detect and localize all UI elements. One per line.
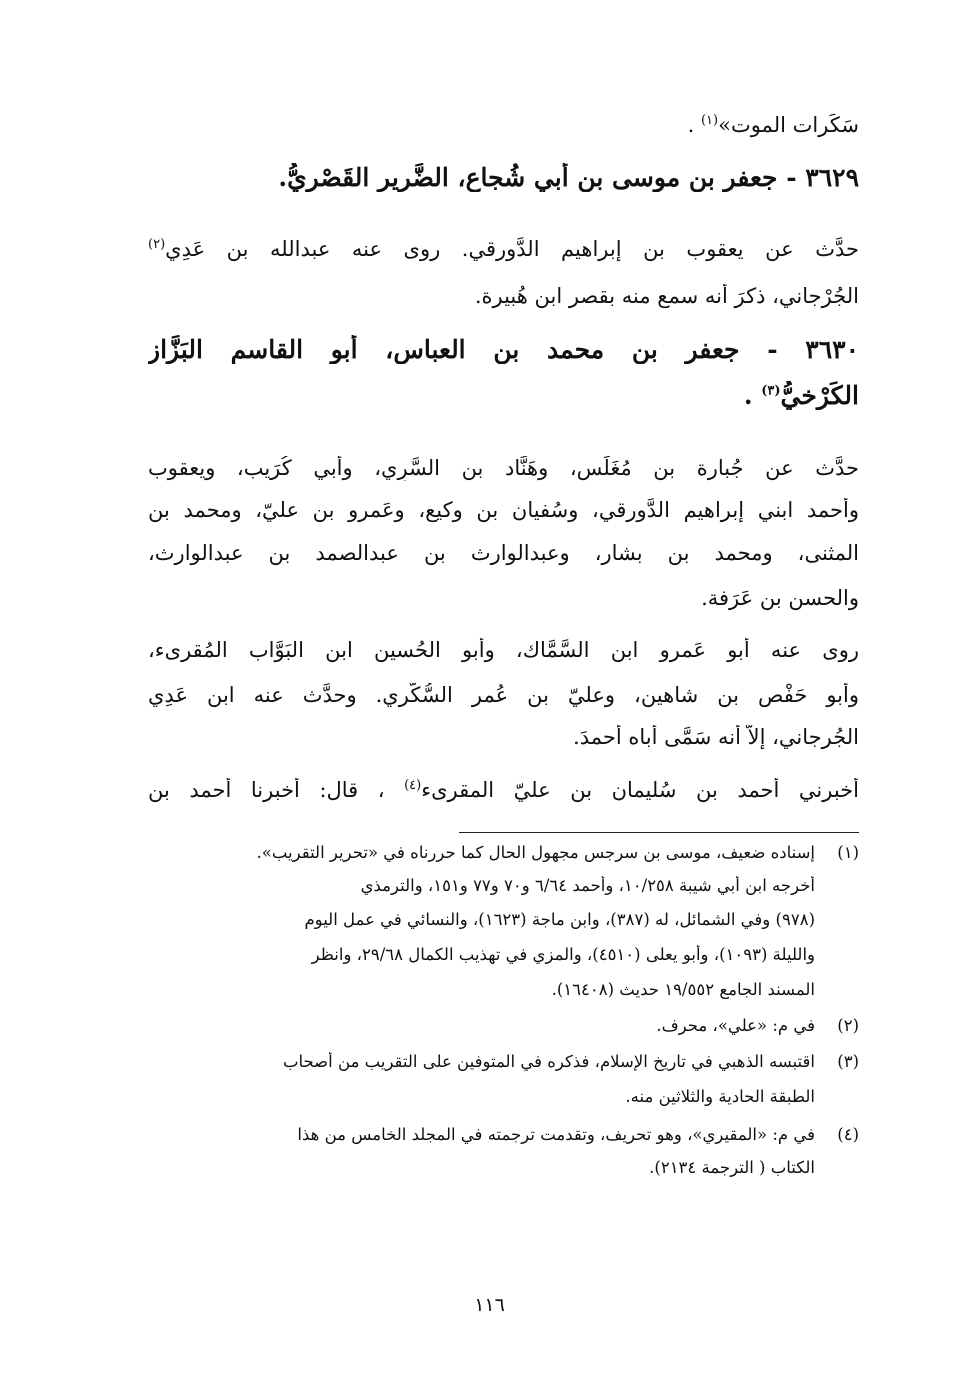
footnote-ref: (٤) [404,778,422,793]
footnote-number: (١) [837,843,859,862]
text-segment: سَكَرات الموت» [718,113,859,137]
footnote-text: في م: «علي»، محرف. [656,1016,815,1035]
text-line: وأبو حَفْص بن شاهين، وعليّ بن عُمر السُّكَّري. وحدَّث عنه ابن عَدِي [148,683,859,707]
text-segment: الكَرْخيُّ [780,381,859,410]
footnote-separator [459,832,859,833]
footnote-text: في م: «المقيري»، وهو تحريف، وتقدمت ترجمته في المجلد الخامس من هذا [297,1125,815,1144]
text-line [148,237,859,262]
footnote-text: اقتبسه الذهبي في تاريخ الإسلام، فذكره في المتوفين على التقريب من أصحاب [282,1052,815,1071]
footnote-number: (٣) [837,1052,859,1071]
text-line: وأحمد ابني إبراهيم الدَّورقي، وسُفيان بن وكيع، وعَمرو بن عليّ، ومحمد بن [148,498,859,522]
footnote-ref: (١) [700,113,719,128]
footnote-text: إسناده ضعيف، موسى بن سرجس مجهول الحال كما حررناه في «تحرير التقريب». [256,843,815,862]
footnote-2 [148,1016,859,1036]
text-line [148,113,859,138]
text-line: والحسن بن عَرَفة. [701,586,859,610]
text-segment: . [687,113,701,137]
text-line: الجُرْجاني، ذكرَ أنه سمع منه بقصر ابن هُبيرة. [474,284,859,308]
text-segment: أخبرني أحمد بن سُليمان بن عليّ المقرىء [421,778,859,802]
text-line: حدَّث عن جُبارة بن مُغَلِّس، وهَنَّاد بن السَّرِي، وأبي كُرَيب، ويعقوب [148,456,859,480]
entry-heading-3630-cont [148,381,859,410]
footnote-text: أخرجه ابن أبي شيبة ١٠/٢٥٨، وأحمد ٦/٦٤ و٧٠ و٧٧ و١٥١، والترمذي [360,876,815,895]
footnote-text: (٩٧٨) وفي الشمائل، له (٣٨٧)، وابن ماجة (١٦٢٣)، والنسائي في عمل اليوم [304,910,815,929]
text-line: روى عنه أبو عَمرو ابن السَّمَّاك، وأبو الحُسين ابن البَوَّاب المُقرىء، [148,638,859,662]
text-line [148,778,859,803]
text-line: المثنى، ومحمد بن بشار، وعبدالوارث بن عبدالصمد بن عبدالوارث، [148,541,859,565]
footnote-text: المسند الجامع ١٩/٥٥٢ حديث (١٦٤٠٨). [551,980,815,999]
text-line: الجُرجاني، إلاّ أنه سَمَّى أباه أحمدَ. [573,725,859,749]
footnote-ref: (٣) [761,383,781,399]
footnote-text: والليلة (١٠٩٣)، وأبو يعلى (٤٥١٠)، والمزي في تهذيب الكمال ٢٩/٦٨، وانظر [311,945,815,964]
text-segment: . [743,381,762,410]
entry-heading-3629: ٣٦٢٩ - جعفر بن موسى بن أبي شُجاع، الضَّرير القَصْريُّ. [278,163,859,192]
footnote-3 [148,1052,859,1072]
text-segment: حدَّث عن يعقوب بن إبراهيم الدَّورقي. روى عنه عبدالله بن عَدِي [165,237,859,261]
entry-heading-3630: ٣٦٣٠ - جعفر بن محمد بن العباس، أبو القاسم البَزَّاز [148,335,859,364]
footnote-1 [148,843,859,863]
footnote-ref: (٢) [148,237,166,252]
footnote-text: الكتاب ( الترجمة ٢١٣٤). [649,1158,815,1177]
text-segment: ، قال: أخبرنا أحمد بن [148,778,405,802]
footnote-number: (٤) [837,1125,859,1144]
footnote-number: (٢) [837,1016,859,1035]
page-number: ١١٦ [474,1294,505,1316]
footnote-4 [148,1125,859,1145]
footnote-text: الطبقة الحادية والثلاثين منه. [625,1087,815,1106]
